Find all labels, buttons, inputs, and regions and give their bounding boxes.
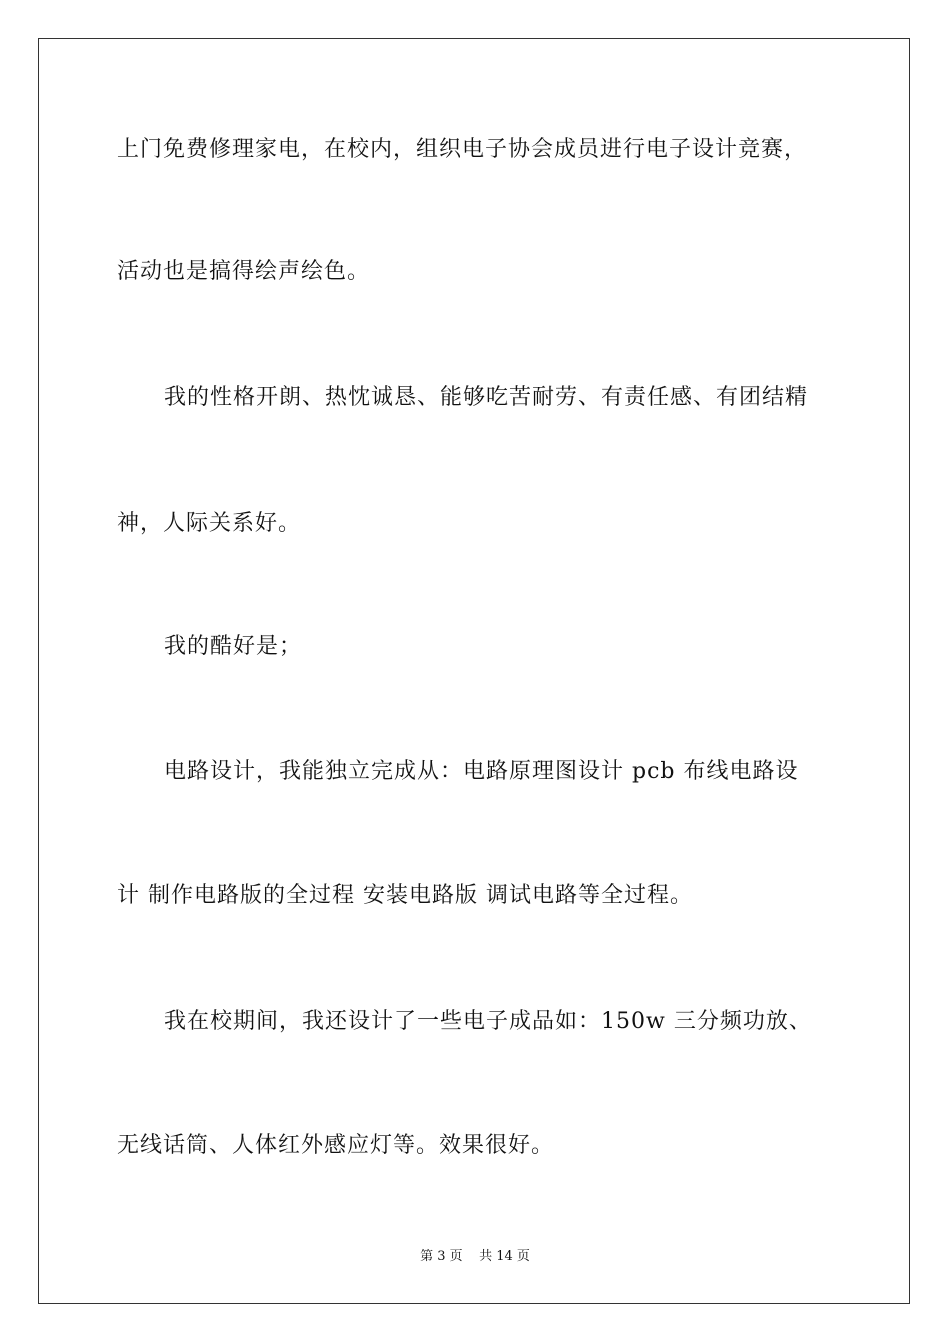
- body-line-6: 电路设计，我能独立完成从：电路原理图设计 pcb 布线电路设: [164, 759, 799, 784]
- body-line-3: 我的性格开朗、热忱诚恳、能够吃苦耐劳、有责任感、有团结精: [164, 385, 809, 410]
- page-border: [38, 38, 910, 1304]
- body-line-9: 无线话筒、人体红外感应灯等。效果很好。: [117, 1133, 555, 1158]
- body-line-8: 我在校期间，我还设计了一些电子成品如：150w 三分频功放、: [164, 1009, 812, 1034]
- page-number: 第 3 页 共 14 页: [420, 1249, 530, 1264]
- body-line-7: 计 制作电路版的全过程 安装电路版 调试电路等全过程。: [117, 883, 693, 908]
- body-line-5: 我的酷好是；: [164, 634, 303, 659]
- body-line-1: 上门免费修理家电，在校内，组织电子协会成员进行电子设计竞赛，: [117, 137, 808, 162]
- body-line-2: 活动也是搞得绘声绘色。: [117, 259, 371, 284]
- body-line-4: 神，人际关系好。: [117, 511, 302, 536]
